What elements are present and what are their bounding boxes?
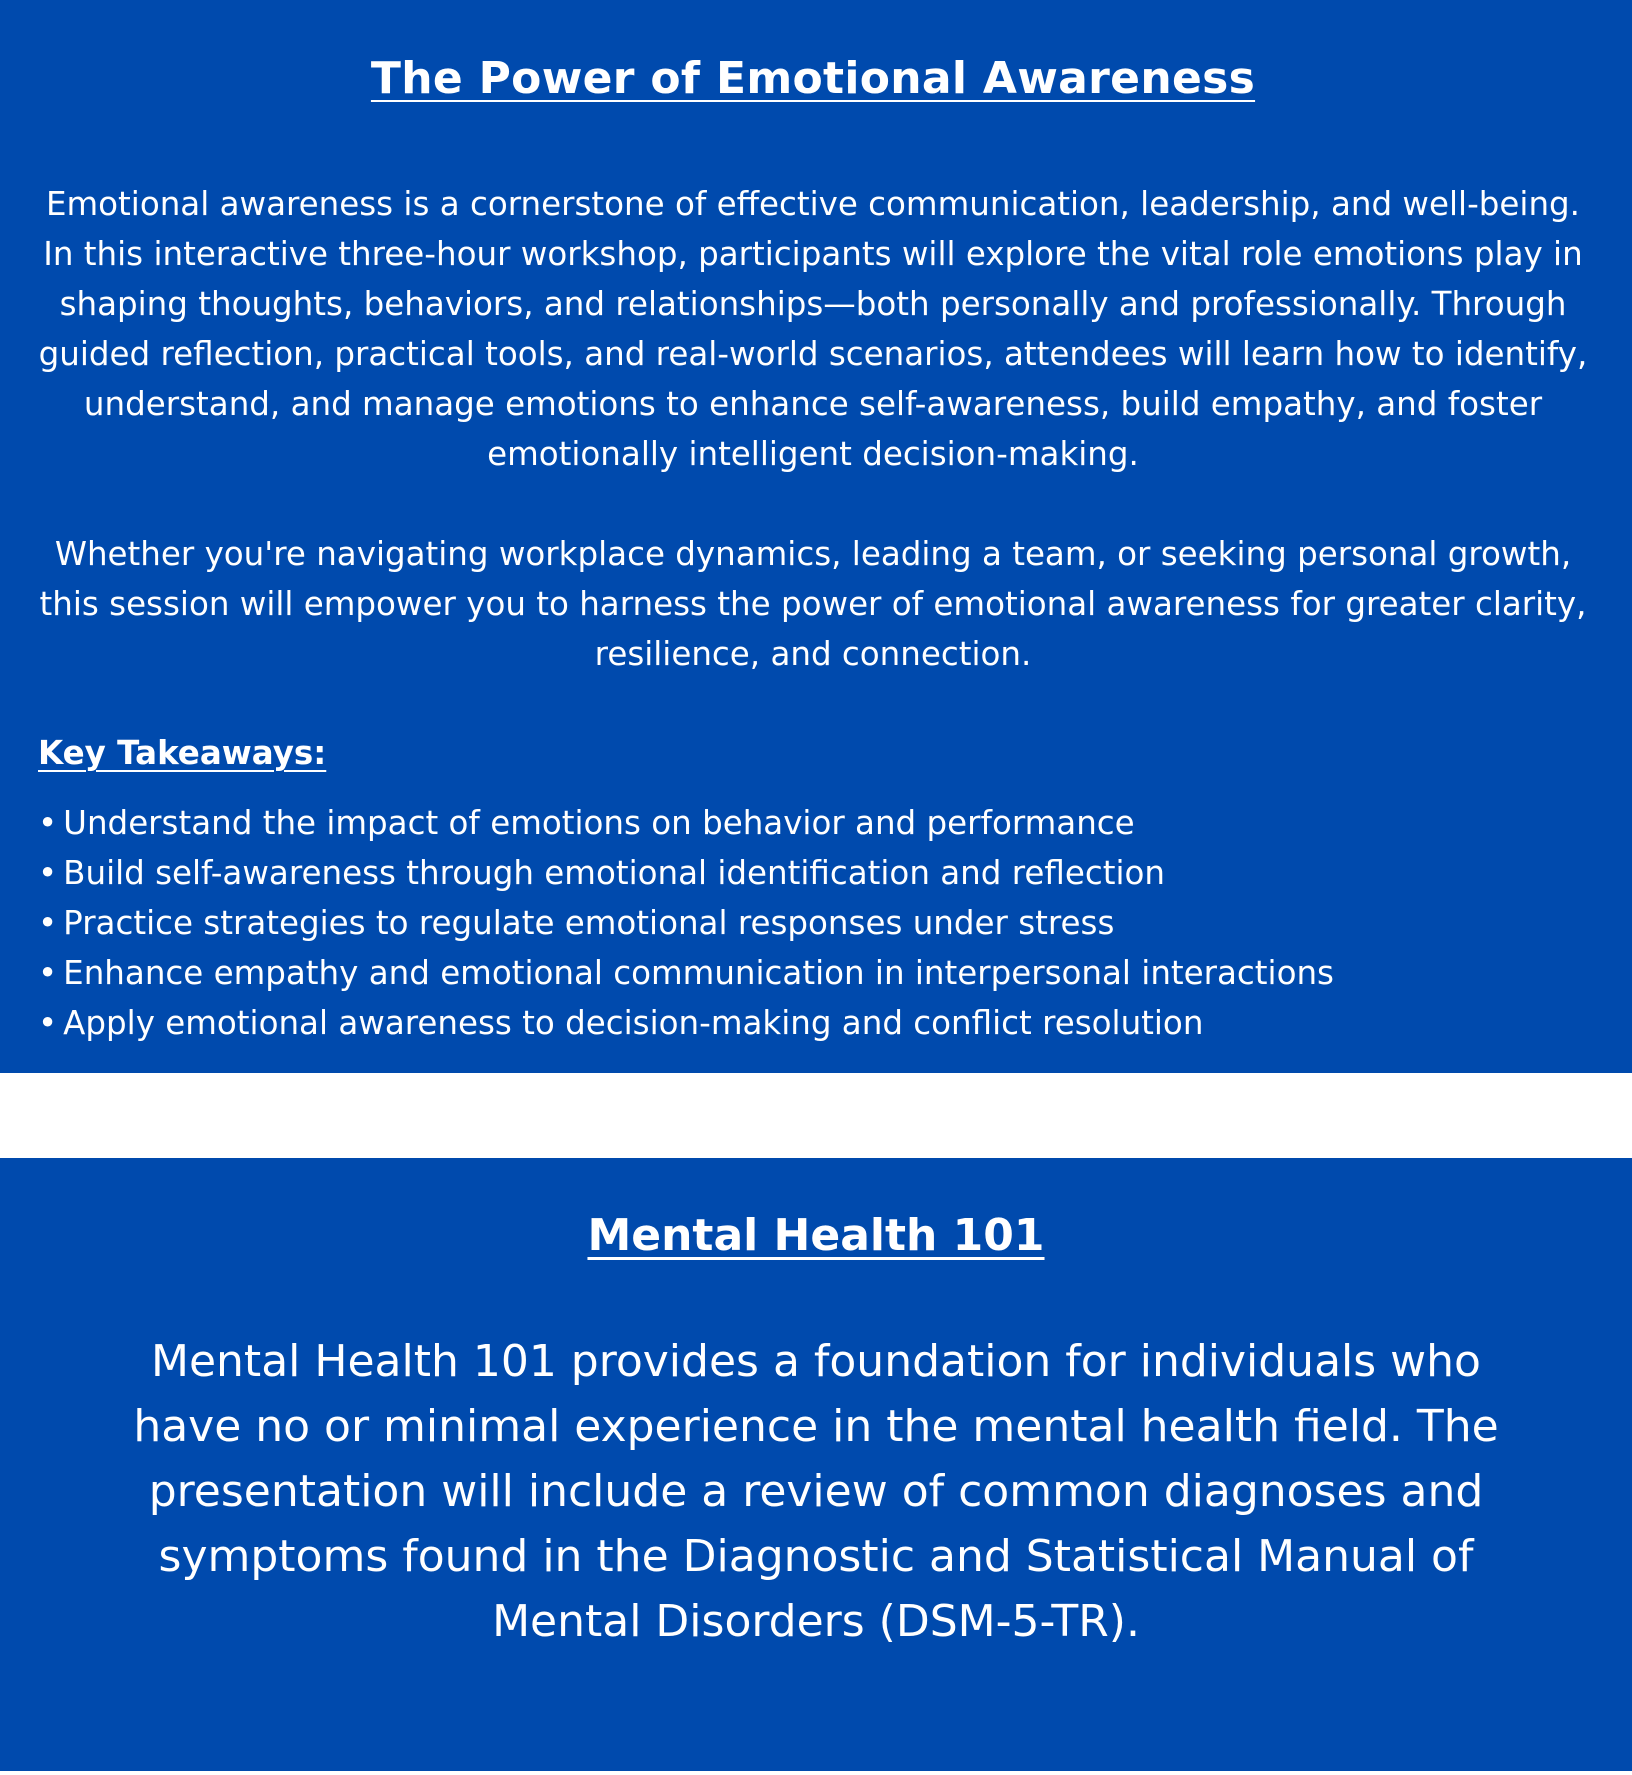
mental-health-panel xyxy=(0,1158,1632,1771)
description-paragraph: Mental Health 101 provides a foundation for individuals who have no or minimal experience in the mental health field. The presentation will include a review of common diagnoses and symptoms found in the Diagnostic and Statistical Manual of Mental Disorders (DSM-5-TR). xyxy=(133,1336,1499,1647)
list-item xyxy=(38,998,1588,1048)
list-item xyxy=(38,848,1588,898)
bullet-icon: • xyxy=(38,1004,58,1042)
list-item xyxy=(38,898,1588,948)
list-item-text: Practice strategies to regulate emotional responses under stress xyxy=(63,904,1115,942)
bullet-icon: • xyxy=(38,904,58,942)
list-item-text: Build self-awareness through emotional identification and reflection xyxy=(63,854,1165,892)
bullet-icon: • xyxy=(38,954,58,992)
bullet-icon: • xyxy=(38,854,58,892)
section-title: The Power of Emotional Awareness xyxy=(370,53,1256,104)
bullet-icon: • xyxy=(38,804,58,842)
audience-paragraph: Whether you're navigating workplace dynamics, leading a team, or seeking personal growth, this session will empower you to harness the power of emotional awareness for greater clarity, resilience, and connection. xyxy=(39,535,1587,673)
list-item xyxy=(38,948,1588,998)
section-title: Mental Health 101 xyxy=(587,1210,1045,1261)
description-paragraph: Emotional awareness is a cornerstone of effective communication, leadership, and well-being. In this interactive three-hour workshop, participants will explore the vital role emotions play in shaping thoughts, behaviors, and relationships—both personally and professionally. Through guided reflection, practical tools, and real-world scenarios, attendees will learn how to identify, understand, and manage emotions to enhance self-awareness, build empathy, and foster emotionally intelligent decision-making. xyxy=(38,185,1588,473)
key-takeaways-heading: Key Takeaways: xyxy=(38,734,327,772)
list-item xyxy=(38,798,1588,848)
list-item-text: Enhance empathy and emotional communication in interpersonal interactions xyxy=(63,954,1334,992)
key-takeaways-list xyxy=(38,798,1588,1048)
list-item-text: Understand the impact of emotions on behavior and performance xyxy=(63,804,1135,842)
list-item-text: Apply emotional awareness to decision-making and conflict resolution xyxy=(63,1004,1204,1042)
